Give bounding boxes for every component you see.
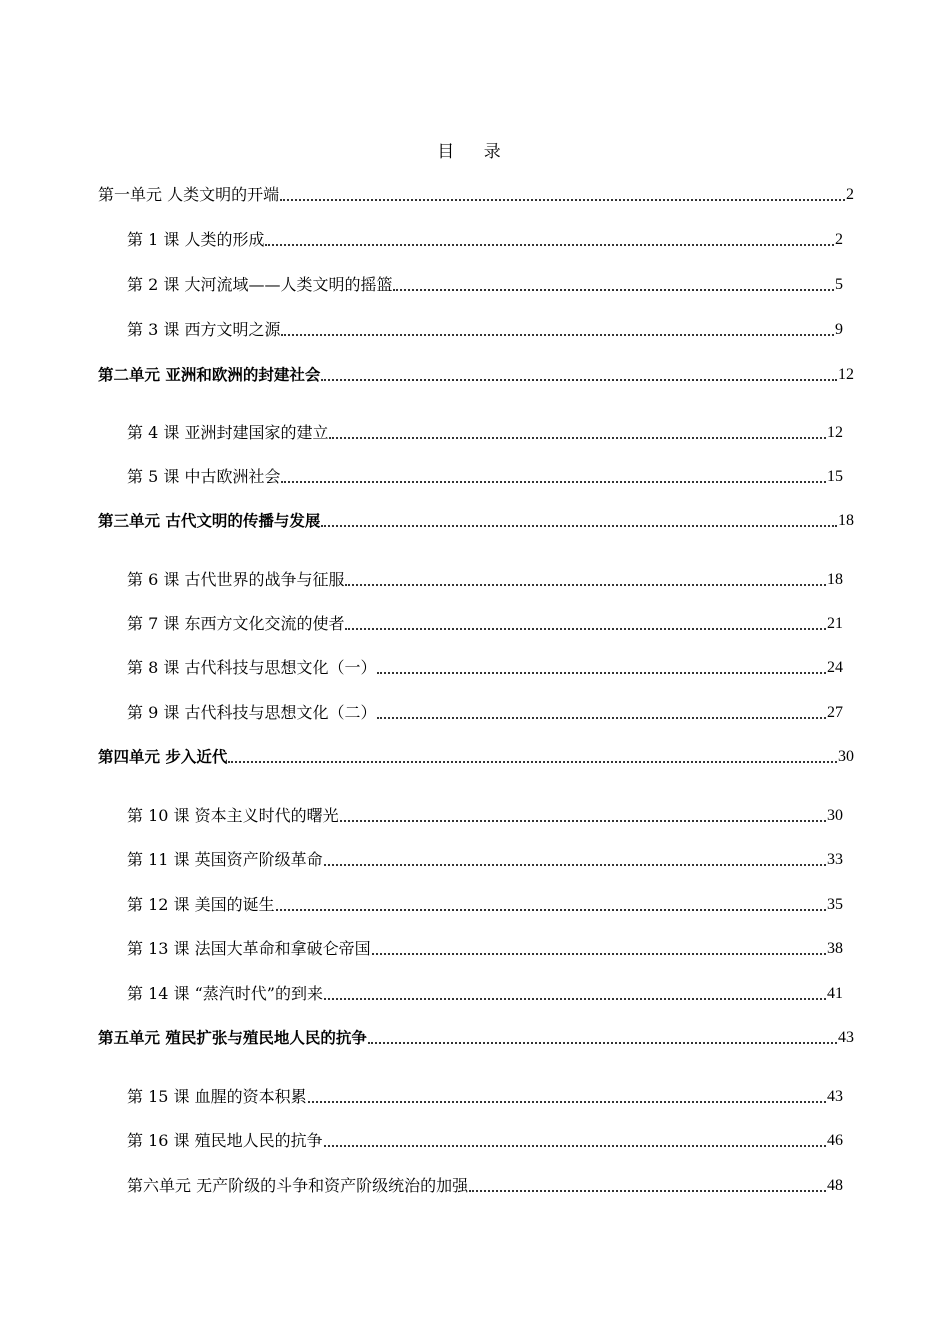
- toc-lesson-entry[interactable]: [127, 319, 843, 341]
- toc-entry-page: 43: [838, 1029, 854, 1046]
- toc-entry-page: 5: [835, 276, 843, 293]
- toc-lesson-entry[interactable]: [127, 1086, 843, 1108]
- toc-unit-entry[interactable]: [98, 746, 854, 768]
- dot-leader: [377, 671, 826, 674]
- toc-entry-title: 第 11 课 英国资产阶级革命: [127, 850, 323, 869]
- toc-entry-title: 第三单元 古代文明的传播与发展: [98, 512, 321, 530]
- dot-leader: [308, 1100, 826, 1103]
- toc-lesson-entry[interactable]: [127, 229, 843, 251]
- toc-entry-title: 第一单元 人类文明的开端: [98, 185, 280, 204]
- toc-entry-title: 第 4 课 亚洲封建国家的建立: [127, 423, 329, 442]
- toc-entry-page: 30: [827, 807, 843, 824]
- toc-unit-entry[interactable]: [98, 510, 854, 532]
- toc-lesson-entry[interactable]: [127, 702, 843, 724]
- dot-leader: [324, 997, 826, 1000]
- toc-lesson-entry[interactable]: [127, 894, 843, 916]
- toc-entry-title: 第 1 课 人类的形成: [127, 230, 265, 249]
- page-title: 目 录: [437, 142, 513, 162]
- toc-lesson-entry[interactable]: [127, 274, 843, 296]
- toc-entry-page: 12: [838, 366, 854, 383]
- toc-entry-title: 第二单元 亚洲和欧洲的封建社会: [98, 366, 321, 384]
- toc-entry-page: 18: [827, 571, 843, 588]
- toc-lesson-entry[interactable]: [127, 422, 843, 444]
- toc-entry-page: 27: [827, 704, 843, 721]
- dot-leader: [281, 480, 826, 483]
- toc-entry-page: 38: [827, 940, 843, 957]
- dot-leader: [324, 863, 826, 866]
- dot-leader: [345, 583, 826, 586]
- toc-entry-title: 第 7 课 东西方文化交流的使者: [127, 614, 345, 633]
- dot-leader: [345, 627, 826, 630]
- toc-lesson-entry[interactable]: [127, 805, 843, 827]
- toc-entry-page: 35: [827, 896, 843, 913]
- toc-entry-page: 33: [827, 851, 843, 868]
- toc-lesson-entry[interactable]: [127, 466, 843, 488]
- toc-entry-title: 第 9 课 古代科技与思想文化（二）: [127, 703, 377, 722]
- toc-entry-page: 43: [827, 1088, 843, 1105]
- toc-lesson-entry[interactable]: [127, 983, 843, 1005]
- toc-entry-title: 第 12 课 美国的诞生: [127, 895, 275, 914]
- toc-entry-page: 2: [835, 231, 843, 248]
- dot-leader: [393, 288, 834, 291]
- toc-entry-title: 第五单元 殖民扩张与殖民地人民的抗争: [98, 1029, 367, 1047]
- dot-leader: [265, 243, 834, 246]
- toc-unit-entry[interactable]: [98, 364, 854, 386]
- dot-leader: [276, 908, 826, 911]
- toc-entry-page: 18: [838, 512, 854, 529]
- toc-lesson-entry[interactable]: [127, 613, 843, 635]
- dot-leader: [280, 198, 845, 201]
- toc-unit-entry[interactable]: [98, 184, 854, 206]
- toc-entry-title: 第 8 课 古代科技与思想文化（一）: [127, 658, 377, 677]
- dot-leader: [321, 524, 837, 527]
- toc-entry-page: 48: [827, 1177, 843, 1194]
- toc-entry-title: 第 2 课 大河流域——人类文明的摇篮: [127, 275, 393, 294]
- toc-entry-title: 第 5 课 中古欧洲社会: [127, 467, 281, 486]
- dot-leader: [329, 436, 826, 439]
- toc-entry-page: 41: [827, 985, 843, 1002]
- toc-entry-page: 9: [835, 321, 843, 338]
- toc-entry-title: 第 16 课 殖民地人民的抗争: [127, 1131, 323, 1150]
- dot-leader: [281, 333, 834, 336]
- toc-lesson-entry[interactable]: [127, 1130, 843, 1152]
- toc-entry-page: 2: [846, 186, 854, 203]
- toc-lesson-entry[interactable]: [127, 657, 843, 679]
- toc-lesson-entry[interactable]: [127, 569, 843, 591]
- toc-entry-title: 第 3 课 西方文明之源: [127, 320, 281, 339]
- toc-entry-page: 24: [827, 659, 843, 676]
- dot-leader: [377, 716, 826, 719]
- toc-entry-page: 12: [827, 424, 843, 441]
- toc-entry-page: 15: [827, 468, 843, 485]
- toc-entry-title: 第六单元 无产阶级的斗争和资产阶级统治的加强: [127, 1176, 469, 1195]
- toc-lesson-entry[interactable]: [127, 849, 843, 871]
- dot-leader: [324, 1144, 826, 1147]
- toc-entry-title: 第四单元 步入近代: [98, 748, 228, 766]
- toc-unit-entry[interactable]: [127, 1175, 843, 1197]
- dot-leader: [321, 378, 837, 381]
- dot-leader: [469, 1189, 826, 1192]
- dot-leader: [228, 760, 837, 763]
- dot-leader: [340, 819, 826, 822]
- toc-unit-entry[interactable]: [98, 1027, 854, 1049]
- toc-entry-title: 第 10 课 资本主义时代的曙光: [127, 806, 339, 825]
- toc-entry-page: 30: [838, 748, 854, 765]
- toc-lesson-entry[interactable]: [127, 938, 843, 960]
- toc-entry-page: 21: [827, 615, 843, 632]
- toc-entry-title: 第 14 课 “蒸汽时代”的到来: [127, 984, 323, 1003]
- toc-entry-title: 第 13 课 法国大革命和拿破仑帝国: [127, 939, 371, 958]
- dot-leader: [368, 1041, 837, 1044]
- toc-entry-title: 第 15 课 血腥的资本积累: [127, 1087, 307, 1106]
- toc-entry-title: 第 6 课 古代世界的战争与征服: [127, 570, 345, 589]
- dot-leader: [372, 952, 826, 955]
- toc-entry-page: 46: [827, 1132, 843, 1149]
